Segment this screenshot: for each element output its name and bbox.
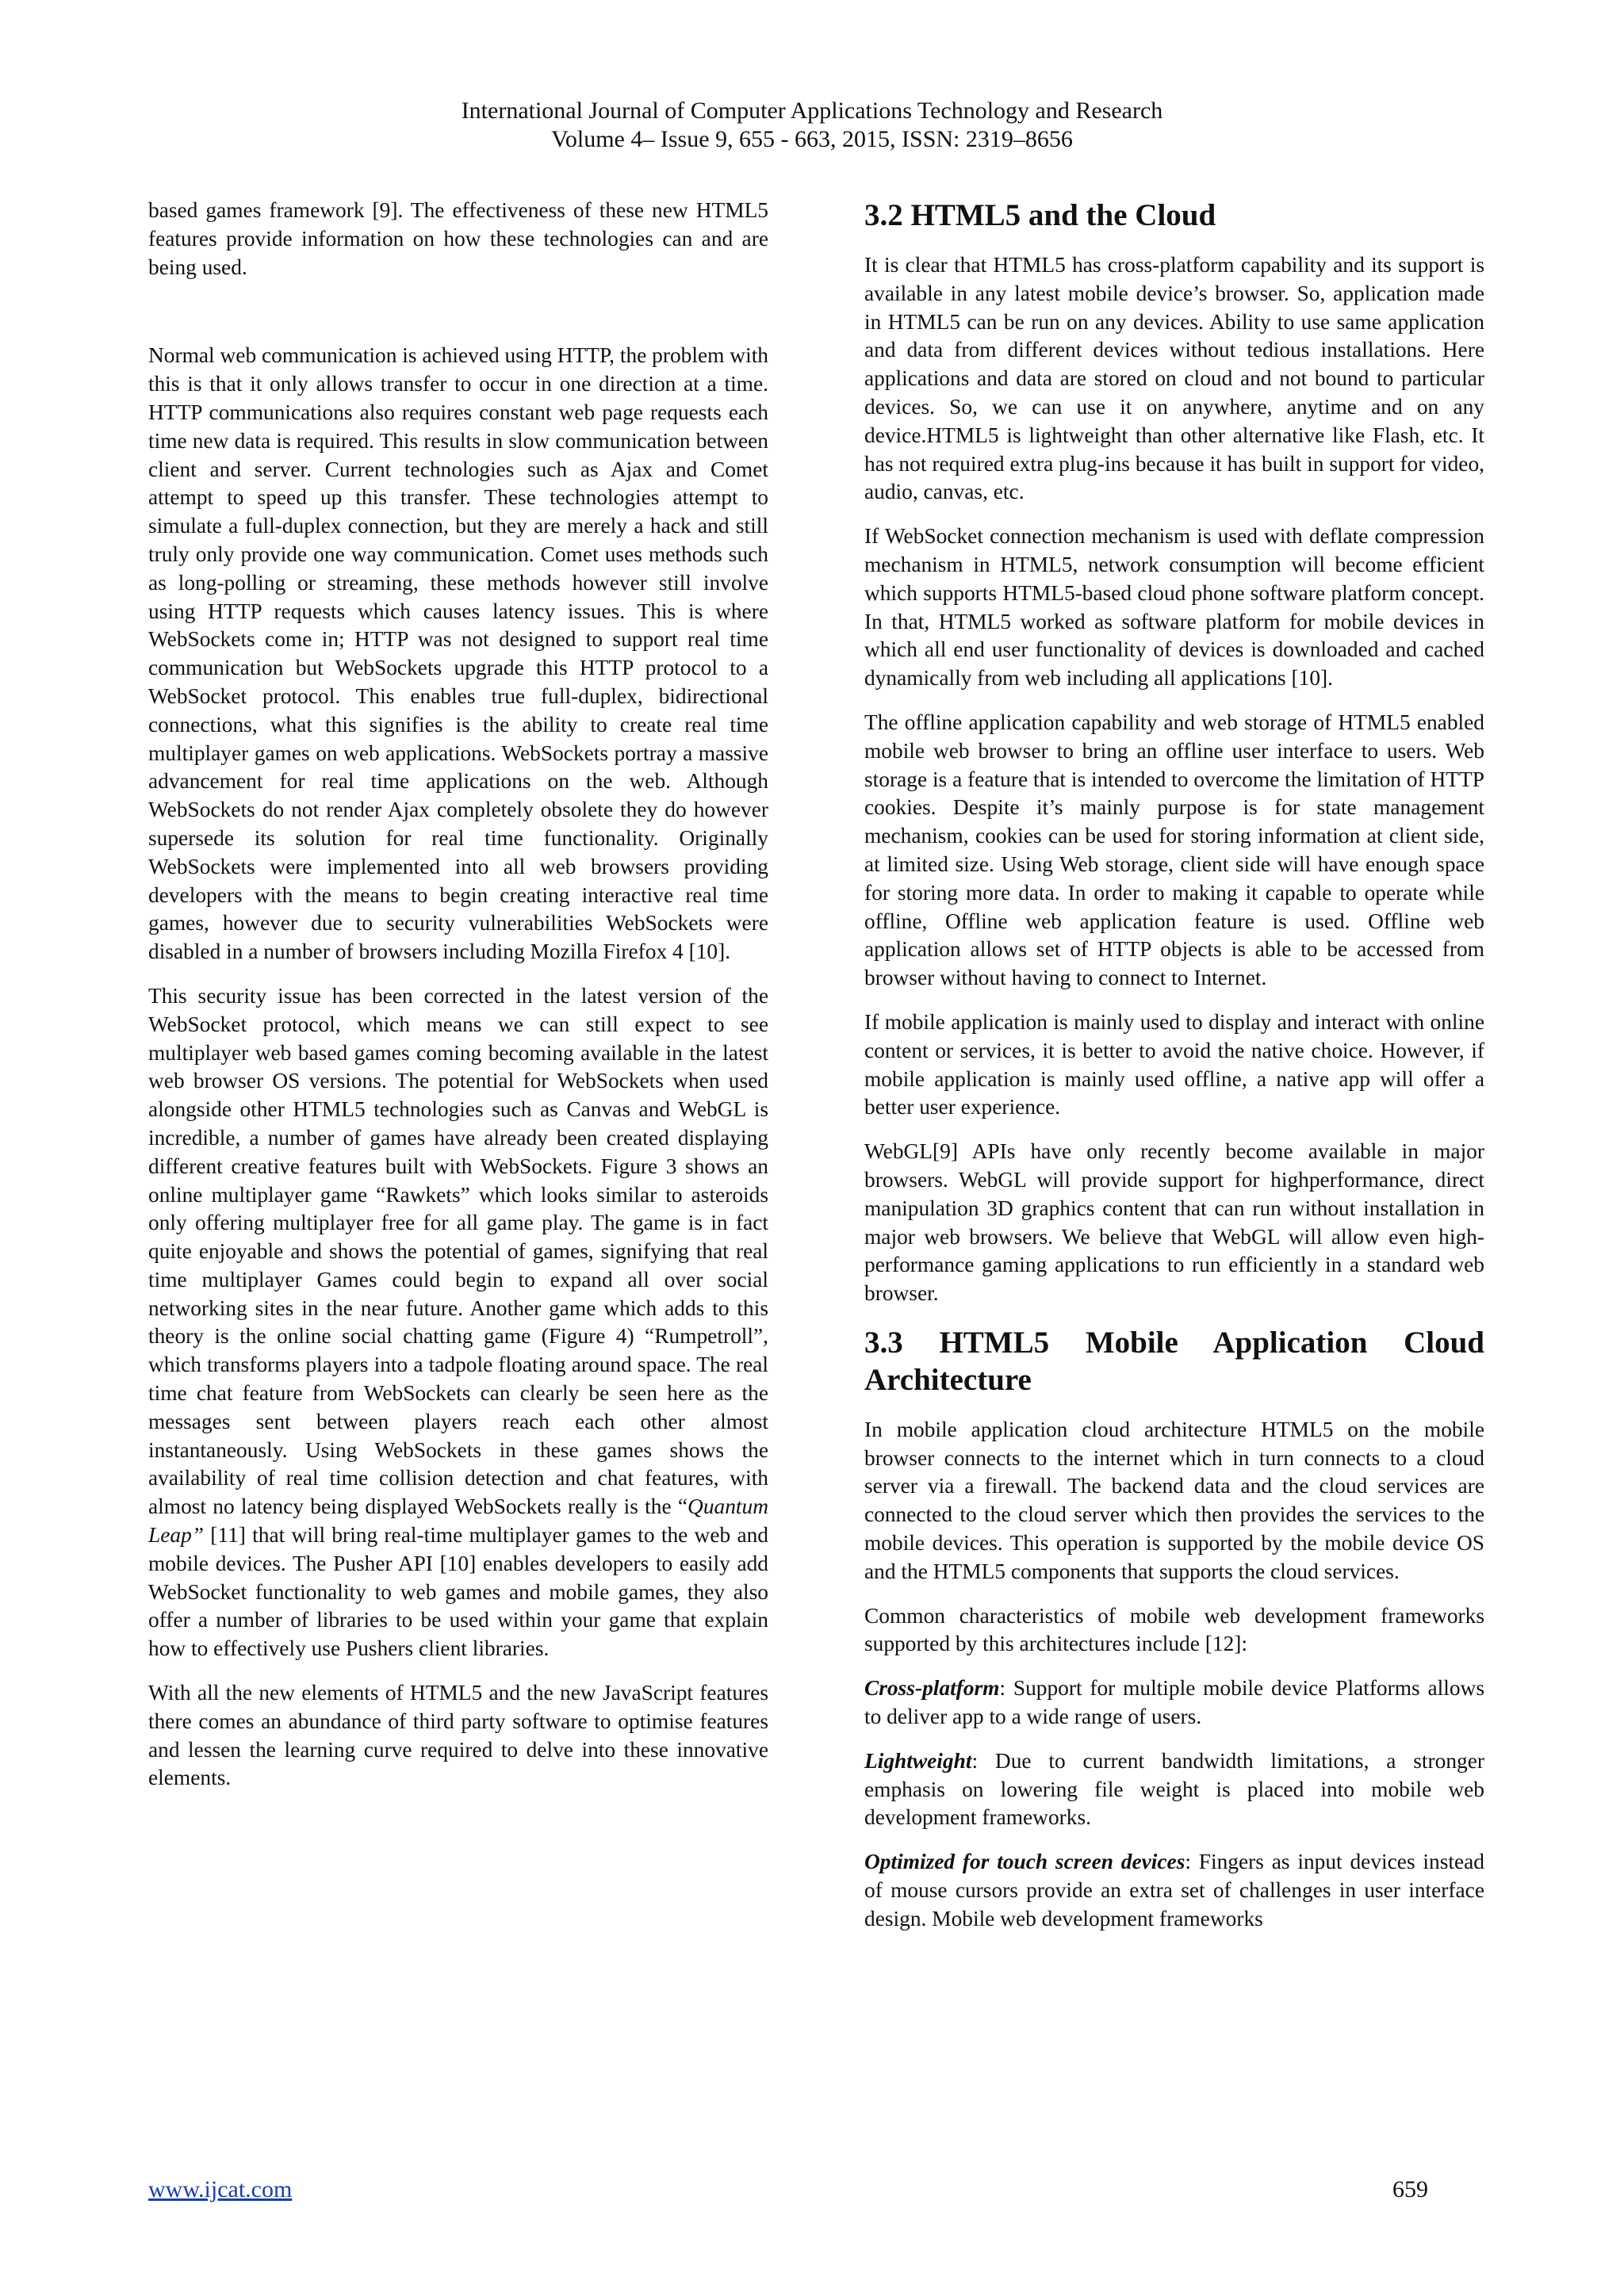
paragraph: With all the new elements of HTML5 and the new JavaScript features there comes an abundance of third party software to optimise features and lessen the learning curve required to delve into these innovative elements.	[148, 1681, 768, 1790]
term-description: : Due to current bandwidth limitations, a stronger emphasis on lowering file weight is placed into mobile web development frameworks.	[864, 1748, 1484, 1830]
website-link[interactable]: www.ijcat.com	[148, 2176, 293, 2202]
page-header	[0, 97, 1624, 154]
term-lightweight: Lightweight	[864, 1748, 972, 1773]
journal-title: International Journal of Computer Applications Technology and Research	[461, 98, 1163, 124]
section-heading-3-2: 3.2 HTML5 and the Cloud	[864, 198, 1216, 232]
paragraph: WebGL[9] APIs have only recently become available in major browsers. WebGL will provide support for highperformance, direct manipulation 3D graphics content that can run without installation in major web browsers. We believe that WebGL will allow even high-performance gaming applications to run efficiently in a standard web browser.	[864, 1139, 1484, 1306]
page-footer	[148, 2175, 1428, 2204]
term-touch-screen: Optimized for touch screen devices	[864, 1850, 1185, 1874]
section-heading-3-3: 3.3 HTML5 Mobile Application Cloud Architecture	[864, 1325, 1484, 1397]
paragraph: based games framework [9]. The effectiveness of these new HTML5 features provide information on how these technologies can and are being used.	[148, 198, 768, 279]
term-cross-platform: Cross-platform	[864, 1676, 1000, 1701]
term-description: : Fingers as input devices instead of mouse cursors provide an extra set of challenges in user interface design. Mobile web development frameworks	[864, 1850, 1484, 1931]
quantum-leap-quote: Quantum Leap”	[148, 1494, 768, 1548]
paragraph: Common characteristics of mobile web development frameworks supported by this architectures include [12]:	[864, 1603, 1484, 1656]
list-item	[864, 1674, 1484, 1732]
paragraph-text: [11] that will bring real-time multiplayer games to the web and mobile devices. The Pusher API [10] enables developers to easily add WebSocket functionality to web games and mobile games, they also offer a number of libraries to be used within your game that explain how to effectively use Pushers client libraries.	[148, 1523, 768, 1661]
term-description: : Support for multiple mobile device Platforms allows to deliver app to a wide range of users.	[864, 1676, 1484, 1729]
paragraph: The offline application capability and web storage of HTML5 enabled mobile web browser to bring an offline user interface to users. Web storage is a feature that is intended to overcome the limitation of HTTP cookies. Despite it’s mainly purpose is for state management mechanism, cookies can be used for storing information at client side, at limited size. Using Web storage, client side will have enough space for storing more data. In order to making it capable to operate while offline, Offline web application feature is used. Offline web application allows set of HTTP objects is able to be accessed from browser without having to connect to Internet.	[864, 710, 1484, 990]
list-item	[864, 1848, 1484, 1933]
left-column	[148, 197, 768, 1808]
paragraph: It is clear that HTML5 has cross-platform capability and its support is available in any latest mobile device’s browser. So, application made in HTML5 can be run on any devices. Ability to use same application and data from different devices without tedious installations. Here applications and data are stored on cloud and not bound to particular devices. So, we can use it on anywhere, anytime and on any device.HTML5 is lightweight than other alternative like Flash, etc. It has not required extra plug-ins because it has built in support for video, audio, canvas, etc.	[864, 253, 1484, 504]
paragraph	[148, 982, 768, 1663]
paragraph-text: This security issue has been corrected in the latest version of the WebSocket protocol, which means we can still expect to see multiplayer web based games coming becoming available in the latest web browser OS versions. The potential for WebSockets when used alongside other HTML5 technologies such as Canvas and WebGL is incredible, a number of games have already been created displaying different creative features built with WebSockets. Figure 3 shows an online multiplayer game “Rawkets” which looks similar to asteroids only offering multiplayer free for all game play. The game is in fact quite enjoyable and shows the potential of games, signifying that real time multiplayer Games could begin to expand all over social networking sites in the near future. Another game which adds to this theory is the online social chatting game (Figure 4) “Rumpetroll”, which transforms players into a tadpole floating around space. The real time chat feature from WebSockets can clearly be seen here as the messages sent between players reach each other almost instantaneously. Using WebSockets in these games shows the availability of real time collision detection and chat features, with almost no latency being displayed WebSockets really is the “	[148, 983, 768, 1519]
paragraph: Normal web communication is achieved using HTTP, the problem with this is that it only allows transfer to occur in one direction at a time. HTTP communications also requires constant web page requests each time new data is required. This results in slow communication between client and server. Current technologies such as Ajax and Comet attempt to speed up this transfer. These technologies attempt to simulate a full-duplex connection, but they are merely a hack and still truly only provide one way communication. Comet uses methods such as long-polling or streaming, these methods however still involve using HTTP requests which causes latency issues. This is where WebSockets come in; HTTP was not designed to support real time communication but WebSockets upgrade this HTTP protocol to a WebSocket protocol. This enables true full-duplex, bidirectional connections, what this signifies is the ability to create real time multiplayer games on web applications. WebSockets portray a massive advancement for real time applications on the web. Although WebSockets do not render Ajax completely obsolete they do however supersede its solution for real time functionality. Originally WebSockets were implemented into all web browsers providing developers with the means to begin creating interactive real time games, however due to security vulnerabilities WebSockets were disabled in a number of browsers including Mozilla Firefox 4 [10].	[148, 343, 768, 964]
list-item	[864, 1747, 1484, 1832]
right-column	[864, 197, 1484, 1950]
page-number: 659	[1392, 2176, 1428, 2202]
paragraph: If WebSocket connection mechanism is used with deflate compression mechanism in HTML5, network consumption will become efficient which supports HTML5-based cloud phone software platform concept. In that, HTML5 worked as software platform for mobile devices in which all end user functionality of devices is downloaded and cached dynamically from web including all applications [10].	[864, 524, 1484, 691]
journal-volume: Volume 4– Issue 9, 655 - 663, 2015, ISSN: 2319–8656	[551, 126, 1073, 152]
paragraph: If mobile application is mainly used to display and interact with online content or services, it is better to avoid the native choice. However, if mobile application is mainly used offline, a native app will offer a better user experience.	[864, 1009, 1484, 1119]
paragraph: In mobile application cloud architecture HTML5 on the mobile browser connects to the internet which in turn connects to a cloud server via a firewall. The backend data and the cloud services are connected to the cloud server which then provides the services to the mobile devices. This operation is supported by the mobile device OS and the HTML5 components that supports the cloud services.	[864, 1417, 1484, 1583]
